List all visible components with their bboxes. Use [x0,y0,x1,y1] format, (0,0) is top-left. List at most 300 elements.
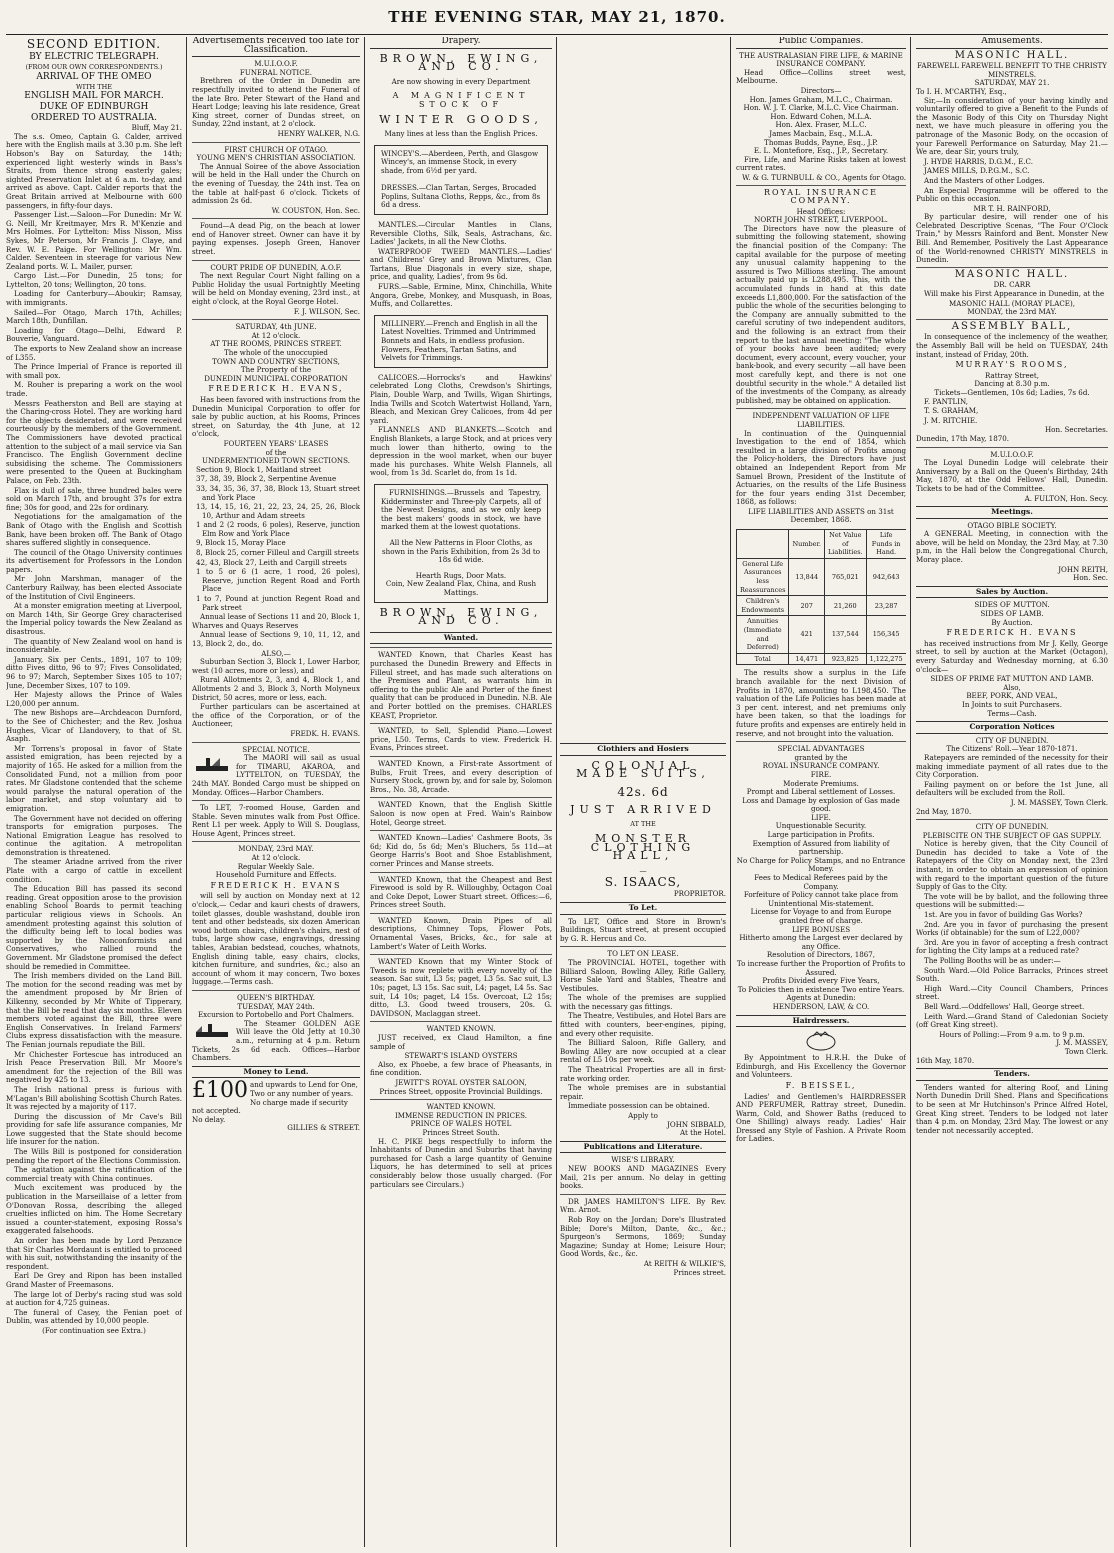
table-cell: 421 [789,616,825,653]
news-paragraph: M. Rouher is preparing a work on the wool trade. [6,380,182,398]
table-row [737,616,907,653]
terms: Terms—Cash. [987,708,1037,718]
news-paragraph: Loading for Otago—Delhi, Edward P. Bouverie, Vanguard. [6,325,182,344]
royal-crest-icon [801,1030,841,1052]
lease-line: The whole of the premises are supplied with the necessary gas fittings. [560,993,726,1011]
life-line: Large participation in Profits. [767,830,875,840]
valuation-title: INDEPENDENT VALUATION OF LIFE LIABILITIES. [736,408,906,429]
assembly-text: In consequence of the inclemency of the weather, the Assembly Ball will be held on TUESDAY, 24th instant, instead of Friday, 20th. [916,332,1108,359]
section-item: 13, 14, 15, 16, 21, 22, 23, 24, 25, 26, Block 10, Arthur and Adam streets [196,502,360,520]
table-header-cell: Number. [789,530,825,559]
table-cell: Total [737,653,789,665]
saturday-title: SATURDAY, MAY 21. [974,78,1050,88]
rural-text: Rural Allotments 2, 3, and 4, Block 1, and Allotments 2 and 3, Block 3, North Molyneux District, 50 acres, more or less, each. [192,675,360,702]
fulton-sign: A. FULTON, Hon. Secy. [1024,493,1108,503]
fire-title: FIRE. [810,769,832,779]
sale-prop: The Property of the [240,365,312,375]
news-paragraph: Earl De Grey and Ripon has been installed Grand Master of Freemasons. [6,1271,182,1289]
results-text: The results show a surplus in the Life branch available for the next Division of Profits in 1870, amounting to L198,450. The valuation of the Life Policies has been made at 3 per cent. interest, and net premiums only have been taken, so that the loadings for future profits and expenses are entirely held in reserve, and not brought into the valuation. [736,668,906,738]
column-news [6,37,182,1547]
proprietor: PROPRIETOR. [673,889,726,899]
royal-title: ROYAL INSURANCE COMPANY. [736,185,906,206]
monday-time: At 12 o'clock. [251,853,301,863]
bonuses-title: LIFE BONUSES [791,924,851,934]
queens-birthday: QUEEN'S BIRTHDAY. [192,990,360,1003]
city-title: CITY OF DUNEDIN. [975,735,1049,745]
agents-label: Agents at Dunedin: [786,993,856,1003]
wanted-ad: WANTED Known, Drain Pipes of all descriptions, Chimney Tops, Flower Pots, Ornamental Vases, Bricks, &c., for sale at Lambert's Water of Leith Works. [370,913,552,951]
clothiers-header: Clothiers and Hosiers [560,743,726,756]
companies-header: Public Companies. [736,37,906,49]
fire-line: Prompt and Liberal settlement of Losses. [746,787,896,797]
special-advantages: SPECIAL ADVANTAGES [736,741,906,754]
steamship-icon [192,1020,232,1040]
news-paragraph: The council of the Otago University continues its advertisement for Professors in the London papers. [6,547,182,574]
by-auction: By Auction. [991,617,1033,627]
evans-text: Has been favored with instructions from the Dunedin Municipal Corporation to offer for sale by public auction, at his Rooms, Princes street, on Saturday, the 4th June, at 12 o'clock, [192,394,360,439]
plebiscite-title: PLEBISCITE ON THE SUBJECT OF GAS SUPPLY. [922,830,1102,840]
tenders-header: Tenders. [916,1068,1108,1081]
wanted-ad: WANTED Known, that the English Skittle Saloon is now open at Fred. Wain's Rainbow Hotel, George street. [370,797,552,827]
special-notice-title: SPECIAL NOTICE. [192,742,360,755]
column-rule [556,37,557,1547]
table-cell: Annuities (Immediate and Deferred) [737,616,789,653]
news-paragraph: The s.s. Omeo, Captain G. Calder, arrived here with the English mails at 3.30 p.m. She left Hobson's Bay on Saturday, the 14th; experienced light westerly winds in Bass's Straits, from thence strong easterly gales; sighted Preservation Inlet at 6 a.m. to-day, and arrived as above. Capt. Calder reports that the Great Britain arrived at Melbourne with 600 passengers, in fifty-four days. [6,131,182,210]
funeral-title: FUNERAL NOTICE. [239,67,313,77]
news-paragraph: At a monster emigration meeting at Liverpool, on March 14th, Sir George Grey characterised the Imperial policy towards the New Zealand as disastrous. [6,601,182,637]
ymca-title: YOUNG MEN'S CHRISTIAN ASSOCIATION. [196,153,356,163]
church-title: FIRST CHURCH OF OTAGO. [192,142,360,155]
fire-text: Fire, Life, and Marine Risks taken at lowest current rates. [736,154,906,173]
furs-text: FURS.—Sable, Ermine, Minx, Chinchilla, White Angora, Grebe, Monkey, and Musquash, in Boas, Muffs, and Collarettes. [370,282,552,309]
many-lines: Many lines at less than the English Prices. [384,129,538,139]
household-title: Household Furniture and Effects. [215,870,337,880]
news-paragraph: The steamer Ariadne arrived from the river Plate with a cargo of cattle in excellent condition. [6,857,182,884]
massey-sign: J. M. MASSEY, Town Clerk. [1010,797,1108,807]
dancing: Dancing at 8.30 p.m. [974,379,1050,389]
directors-list [736,96,906,156]
just-arrived: JUST ARRIVED [570,802,716,816]
column-rule [364,37,365,1547]
waterproof-text: WATERPROOF TWEED MANTLES.—Ladies' and Childrens' Grey and Brown Mixtures, Clan Tartans, Blue Diagonals in every size, shape, price, and quality, Ladies', from 9s 6d. [370,246,552,282]
assembly-title: ASSEMBLY BALL, [916,319,1108,332]
news-paragraph: Loading for Canterbury—Aboukir; Ramsay, with immigrants. [6,289,182,308]
news-paragraph: The Education Bill has passed its second reading. Great opposition arose to the provision enabling School Boards to permit teaching particular religious views in Schools. An amendment protesting against this solution of the difficulty being left to local bodies was supported by the Nonconformists and Conservatives, who rallied round the Government. Mr Gladstone promised the defect should be remedied in Committee. [6,884,182,971]
showing-text: Are now showing in every Department [391,76,531,86]
also-5: Also, [1003,682,1021,692]
headline-with: WITH THE [75,82,113,91]
dateline: Bluff, May 21. [131,123,182,133]
auction-header: Sales by Auction. [916,586,1108,599]
wincey-box [374,145,548,215]
question: 3rd. Are you in favor of accepting a fresh contract for lighting the City lamps at a reduced rate? [916,937,1108,956]
meetings-header: Meetings. [916,506,1108,519]
court-sign: F. J. WILSON, Sec. [293,306,360,316]
carr-date: MONDAY, the 23rd MAY. [967,307,1057,317]
at-hotel: At the Hotel. [679,1128,726,1138]
wanted-header: Wanted. [370,632,552,645]
to-mccarthy: To I. H. M'CARTHY, Esq., [916,86,1007,96]
table-cell: 765,021 [824,558,866,595]
news-paragraph: The agitation against the ratification of the commercial treaty with China continues. [6,1165,182,1183]
at-the: AT THE [630,820,656,829]
tolet-house: To LET, 7-roomed House, Garden and Stable. Seven minutes walk from Post Office. Rent L1 per week. Apply to Will S. Douglass, House Agent, Princes street. [192,800,360,838]
programme-text: An Especial Programme will be offered to the Public on this occasion. [916,185,1108,204]
lease-line: The Theatre, Vestibules, and Hotel Bars are fitted with counters, beer-engines, piping, and every other requisite. [560,1011,726,1038]
pwh-address: Princes Street South. [422,1127,500,1137]
fire-line: Moderate Premiums. [783,778,859,788]
section-item: 37, 38, 39, Block 2, Serpentine Avenue [196,474,337,484]
dated: Dunedin, 17th May, 1870. [916,433,1009,443]
also-label: ALSO,— [261,648,291,658]
bible-title: OTAGO BIBLE SOCIETY. [967,520,1057,530]
saloon-title: JEWITT'S ROYAL OYSTER SALOON, [395,1077,527,1087]
section-item: 1 and 2 (2 roods, 6 poles), Reserve, junction Elm Row and York Place [196,520,360,538]
life-line: License for Voyage to and from Europe granted free of charge. [750,907,892,925]
table-header-cell: Life Funds in Hand. [866,530,906,559]
signers-list [916,158,1108,186]
winter-goods-title: WINTER GOODS, [379,112,543,126]
valuation-text: In continuation of the Quinquennial Investigation to the end of 1854, which resulted in a large division of Profits among the Policy-holders, the Directors have just obtained an Independent Report from Mr Samuel Brown, President of the Institute of Actuaries, on the results of the Life Business for the four years ending 31st December, 1868, as follows: [736,428,906,507]
money-header: Money to Lend. [192,1066,360,1079]
bonus-line: Resolution of Directors, 1867, [766,950,876,960]
secretary: T. S. GRAHAM, [924,406,979,416]
news-paragraph: Messrs Featherston and Bell are staying at the Charing-cross Hotel. They are working hard for the objects desiderated, and were received courteously by the members of the Government. The Commissioners have devoted practical attention to the subject of a mail service via San Francisco. The English Government decline subsidising the scheme. The Commissioners were presented to the Queen at Buckingham Palace, on Feb. 23th. [6,398,182,485]
reith-wilkie: At REITH & WILKIE'S, [643,1258,726,1268]
evans-sign: FREDK. H. EVANS. [290,728,360,738]
news-paragraph: Sailed—For Otago, March 17th, Achilles; March 18th, Dunfillan. [6,307,182,326]
dash: — [639,865,647,875]
court-text: The next Regular Court Night falling on a Public Holiday the usual Fortnightly Meeting will be held on Monday evening, 23rd inst., at eight o'clock, at the Royal George Hotel. [192,271,360,307]
news-paragraph: The Prince Imperial of France is reported ill with small pox. [6,362,182,380]
hamilton-text: Rob Roy on the Jordan; Dore's Illustrated Bible; Dore's Milton, Dante, &c., &c.; Spurgeon's Sermons, 1869; Sunday Magazine; Sunday at Home; Leisure Hour; Good Words, &c., &c. [560,1214,726,1259]
henderson: HENDERSON, LAW, & CO. [772,1001,870,1011]
assets-table [736,529,906,665]
masonic-title: MASONIC HALL. [954,49,1070,61]
secretaries-list [916,398,1108,426]
tolet-header: To Let. [560,902,726,915]
column-clothiers [560,740,726,1547]
leases-of: of the [265,447,287,457]
late-ads-header: Advertisements received too late for Classification. [192,37,360,57]
headline-arrival: ARRIVAL OF THE OMEO [36,71,152,82]
news-paragraph: The quantity of New Zealand wool on hand is inconsiderable. [6,636,182,655]
evans2-text: will sell by auction on Monday next at 12 o'clock,— Cedar and kauri chests of drawers, toilet glasses, double washstand, double iron tent and other bedsteads, six dozen American wood bottom chairs, children's chairs, nest of tubs, large show case, engravings, dressing tables, Arabian bedstead, couches, whatnots, English dining table, easy chairs, clocks, kitchen furniture, and sundries, &c.; also an account of whom it may concern, Two boxes luggage.—Terms cash. [192,891,360,987]
column-amusements [916,37,1108,1547]
citizens-roll: The Citizens' Roll.—Year 1870-1871. [946,744,1078,754]
money-amount: £100 [192,1078,248,1104]
muioof-title-2: M.U.I.O.O.F. [916,447,1108,460]
director-item: Hon. W. J. T. Clarke, M.L.C. Vice Chairman. [743,103,899,113]
news-paragraph: January, Six per Cents., 1891, 107 to 109; ditto Fives ditto, 96 to 97; Fives Consolidated, 96 to 97; March, September Sixes 105 to 107; June, December Sixes, 107 to 109. [6,654,182,690]
vote-text: The vote will be by ballot, and the following three questions will be submitted:— [916,891,1108,910]
tickets: Tickets—Gentlemen, 10s 6d; Ladies, 7s 6d. [934,387,1090,397]
maori-text: The MAORI will sail as usual for TIMARU, AKAROA, and LYTTELTON, on TUESDAY, the 24th MAY. Bonded Cargo must be shipped on Monday. Offices—Harbor Chambers. [192,753,360,797]
section-item: 1 to 5 or 6 (1 acre, 1 rood, 26 poles), Reserve, junction Regent Road and Forth Place [196,567,360,594]
table-row [737,653,907,665]
magnificent-title: A MAGNIFICENT STOCK OF [392,91,530,109]
farewell-title: FAREWELL FAREWELL BENEFIT TO THE CHRISTY MINSTRELS. [917,61,1107,79]
tuesday-title: TUESDAY, MAY 24th. [237,1001,315,1011]
apply-to: Apply to [628,1111,658,1120]
rainford-title: MR T. H. RAINFORD, [973,203,1051,213]
hon-secretaries: Hon. Secretaries. [1045,425,1108,435]
furnishings-text: FURNISHINGS.—Brussels and Tapestry, Kidderminster and Three-ply Carpets, all of the Newest Designs, and as we only keep the best makers' goods in stock, we have marked them at the lowest quotations. [381,487,541,532]
leases-title: FOURTEEN YEARS' LEASES [223,438,329,448]
director-item: James Macbain, Esq., M.L.A. [769,128,873,138]
tolet-office: To LET, Office and Store in Brown's Buildings, Stuart street, at present occupied by G. R. Hercus and Co. [560,916,726,943]
director-item: E. L. Montefiore, Esq., J.P., Secretary. [753,146,889,156]
director-item: Hon. Edward Cohen, M.L.A. [770,111,872,121]
price: 42s. 6d [617,784,669,799]
news-paragraph: Mr John Marshman, manager of the Canterbury Railway, has been elected Associate of the Institution of Civil Engineers. [6,574,182,601]
evans2-name: FREDERICK H. EVANS [210,880,342,890]
signer: J. HYDE HARRIS, D.G.M., E.C. [924,156,1033,166]
funeral-text: Brethren of the Order in Dunedin are respectfully invited to attend the Funeral of the late Bro. Peter Stewart of the Hand and Heart Lodge; leaving his late residence, Great King street, corner of Dundas street, on Sunday, 22nd instant, at 2 o'clock. [192,76,360,129]
news-paragraph: The large lot of Derby's racing stud was sold at auction for 4,725 guineas. [6,1289,182,1308]
steamship-icon [192,754,232,774]
secretary: F. PANTLIN, [924,396,969,406]
gillies-sign: GILLIES & STREET. [287,1123,360,1133]
colonial-title: COLONIAL MADE SUITS, [576,758,710,781]
hamilton-title: DR JAMES HAMILTON'S LIFE. By Rev. Wm. Arnot. [560,1194,726,1215]
particulars-text: Further particulars can be ascertained at the office of the Corporation, or of the Auctioneer, [192,702,360,729]
millinery-text: MILLINERY.—French and English in all the Latest Novelties. Trimmed and Untrimmed Bonnets and Hats, in endless profusion. Flowers, Feathers, Tartan Satins, and Velvets for Trimmings. [381,318,538,363]
evans-name: FREDERICK H. EVANS, [208,384,344,394]
bonus-line: Hitherto among the Largest ever declared by any Office. [739,933,903,951]
wards-list [916,967,1108,1030]
rates-text: Ratepayers are reminded of the necessity for their making immediate payment of all rates due to the City Corporation. [916,752,1108,780]
column-rule [730,37,731,1547]
hours: Hours of Polling:—From 9 a.m. to 9 p.m. [939,1029,1085,1039]
news-paragraph: The Irish members divided on the Land Bill. The motion for the second reading was met by the amendment proposed by Mr Brien of Kilkenny, seconded by Mr White of Tipperary, that the Bill be read that day six months. Eleven members voted against the Bill, three were English Conservatives. In Ireland Farmers' Clubs express dissatisfaction with the measure. The Fenian journals repudiate the Bill. [6,971,182,1049]
notice-text: Notice is hereby given, that the City Council of Dunedin has decided to take a Vote of the Ratepayers of the City on Monday next, the 23rd instant, in order to obtain an expression of opinion with regard to the important question of the future Supply of Gas to the City. [916,839,1108,892]
wanted-list [370,647,552,1018]
golden-age-text: The Steamer GOLDEN AGE Will leave the Old Jetty at 10.30 a.m., returning at 4 p.m. Return Tickets, 2s 6d each. Offices—Harbor Chambers. [192,1018,360,1063]
brown-ewing-footer: BROWN, EWING, AND CO. [379,605,543,628]
life-line: Unquestionable Security. [775,821,867,831]
fire-line: Loss and Damage by explosion of Gas made good. [742,795,900,814]
life-line: Fees to Medical Referees paid by the Company. [754,873,888,891]
excursion-title: Excursion to Portobello and Port Chalmers. [197,1010,355,1020]
table-header-row [737,530,907,559]
dresses-text: DRESSES.—Clan Tartan, Serges, Brocaded Poplins, Sultana Cloths, Repps, &c., from 8s 6d a dress. [381,183,541,210]
isaacs: S. ISAACS, [604,875,682,890]
signer: And the Masters of other Lodges. [924,175,1045,185]
rattray: Rattray Street, [985,370,1039,380]
masonic2-title: MASONIC HALL. [916,267,1108,280]
headline-mail: ENGLISH MAIL FOR MARCH. [24,91,164,102]
news-paragraph: Passenger List.—Saloon—For Dunedin: Mr W. G. Neill, Mr Kreitmayer, Mrs R. M'Kenzie and Mrs Holmes. For Lyttelton: Miss Nisson, Miss Sykes, Mr Peterson, Mr Francis J. Claye, and Rev. W. E. Paige. For Wellington: Mr Wm. Calder. Seventeen in steerage for various New Zealand ports. W. L. Mailer, purser. [6,210,182,271]
beissel-text: Ladies' and Gentlemen's HAIRDRESSER AND PERFUMER, Rattray street, Dunedin. Warm, Cold, and Shower Baths (reduced to One Shilling) always ready. Ladies' Hair Dressed any Style of Fashion. A Private Room for Ladies. [736,1091,906,1144]
corporation-header: Corporation Notices [916,721,1108,734]
wanted-known-text: JUST received, ex Claud Hamilton, a fine sample of [370,1033,552,1051]
table-cell: 156,345 [866,616,906,653]
bonus-line: Profits Divided every Five Years, [762,976,880,986]
sale-sections: TOWN AND COUNTRY SECTIONS, [212,356,340,366]
bonus-lines [736,934,906,994]
table-cell: 942,643 [866,558,906,595]
wanted-known-title: WANTED KNOWN. [370,1021,552,1034]
undermentioned: UNDERMENTIONED TOWN SECTIONS. [202,456,350,466]
life-line: No Charge for Policy Stamps, and no Entrance Money. [736,855,906,874]
section-item: Section 9, Block 1, Maitland street [196,464,322,474]
city2-title: CITY OF DUNEDIN. [916,819,1108,832]
turnbull: W. & G. TURNBULL & CO., Agents for Otago. [742,172,906,182]
monday-title: MONDAY, 23rd MAY. [192,841,360,854]
calicoes-text: CALICOES.—Horrocks's and Hawkins' celebrated Long Cloths, Crewdson's Shirtings, Plain, Double Warp, and Twills, Wigan Shirtings, India Twills and Scotch Watertwist Holland, Yarn, Bleach, and Mexican Grey Calicoes, from 4d per yard. [370,372,552,425]
news-paragraph: The Irish national press is furious with M'Lagan's Bill abolishing Scottish Church Rates. It was rejected by a majority of 117. [6,1084,182,1112]
lamb-title: SIDES OF LAMB. [980,609,1044,619]
bonus-line: To increase further the Proportion of Profits to Assured. [736,958,906,977]
bonus-line: To Policies then in existence Two entire Years. [737,984,905,994]
ward: Bell Ward.—Oddfellows' Hall, George street. [924,1001,1085,1011]
bible-text: A GENERAL Meeting, in connection with the above, will be held on Monday, the 23rd May, at 7.30 p.m, in the Hall below the Congregational Church, Moray place. [916,529,1108,565]
reith-role: Hon. Sec. [1073,573,1108,583]
head-office: Head Office—Collins street west, Melbourne. [736,67,906,86]
news-paragraph: The Government have not decided on offering transports for emigration purposes. The National Emigration League has resolved to continue the agitation. A metropolitan demonstration is threatened. [6,813,182,857]
wanted-ad: WANTED Known, that the Cheapest and Best Firewood is sold by R. Willoughby, Octagon Coal and Coke Depot, Lower Stuart street. Offices:—6, Princes street South. [370,872,552,910]
wincey-text: WINCEY'S.—Aberdeen, Perth, and Glasgow Wincey's, an immense Stock, in every shade, from 6½d per yard. [381,148,539,175]
assets-title: LIFE LIABILITIES AND ASSETS on 31st December, 1868. [748,506,894,525]
wanted-known-also: Also, ex Phoebe, a few brace of Pheasants, in fine condition. [370,1059,552,1078]
section-item: 1 to 7, Pound at junction Regent Road and Park street [196,594,360,612]
fire-lines [736,780,906,814]
sale-date: SATURDAY, 4th JUNE. [192,319,360,332]
new-books: NEW BOOKS AND MAGAZINES Every Mail, 21s per annum. No delay in getting books. [560,1163,726,1191]
wanted-known-2: WANTED KNOWN. [370,1099,552,1112]
edition-heading: SECOND EDITION. [26,37,162,51]
murray-title: MURRAY'S ROOMS, [955,360,1069,370]
flannels-text: FLANNELS AND BLANKETS.—Scotch and English Blankets, a large Stock, and at prices very much lower than hitherto, owing to the depression in the wool market, when our buyer made his purchases. White Welsh Flannels, all wool, from 1s 3d. Scarlet do, from 1s 1d. [370,425,552,478]
news-paragraph: The funeral of Casey, the Fenian poet of Dublin, was attended by 10,000 people. [6,1307,182,1326]
sections-list [192,466,360,613]
lease-line: The Theatrical Properties are all in first-rate working order. [560,1065,726,1083]
date2: 16th May, 1870. [916,1055,975,1065]
muioof-title: M.U.I.O.O.F. [254,59,298,69]
sale-whole: The whole of the unoccupied [224,348,328,357]
royal2-title: ROYAL INSURANCE COMPANY. [762,761,880,771]
telegraph-heading: BY ELECTRIC TELEGRAPH. [29,52,159,62]
carr-title: DR. CARR [993,280,1031,290]
director-item: Hon. Alex. Fraser, M.L.C. [775,120,867,130]
section-item: 42, 43, Block 27, Leith and Cargill streets [196,557,347,567]
wanted-ad: WANTED Known—Ladies' Cashmere Boots, 3s 6d; Kid do, 5s 6d; Men's Bluchers, 5s 11d—at George Harris's Boot and Shoe Establishment, corner Princes and Manse streets. [370,830,552,868]
evans-title: FREDERICK H. EVANS [946,628,1078,638]
money-text: and upwards to Lend for One, Two or any number of years. No charge made if security not accepted. [192,1080,358,1116]
news-paragraph: Mr Chichester Fortescue has introduced an Irish Peace Preservation Bill. Mr Moore's amendment for the rejection of the Bill was negatived by 425 to 13. [6,1049,182,1085]
lease-line: Immediate possession can be obtained. [568,1101,710,1111]
pwh-title: PRINCE OF WALES HOTEL [410,1119,512,1129]
table-header-cell: Net Value of Liabilities. [824,530,866,559]
table-header-cell [737,530,789,559]
news-paragraph: During the discussion of Mr Cave's Bill providing for safe life assurance companies, Mr Lowe suggested that the State should become life insurer for the nation. [6,1111,182,1147]
ward: Leith Ward.—Grand Stand of Caledonian Society (off Great King street). [916,1011,1108,1030]
funeral-sign: HENRY WALKER, N.G. [277,128,360,138]
sale-place: AT THE ROOMS, PRINCES STREET. [210,339,342,349]
royal-text: The Directors have now the pleasure of submitting the following statement, showing the financial position of the Company: The capital available for the purpose of meeting any unusual calamity happening to the assured is Two Millions sterling. The amount actually paid up is L288,495. This, with the accumulated funds in hand at this date exceeds L1,800,000. For the satisfaction of the public the whole of the securities belonging to the Company are annually submitted to the careful scrutiny of two independent auditors, and the following is an extract from their report to the last annual meeting: "The whole of your books have been audited; every document, every account, every voucher, your bank-book, and every security —all have been most carefully kept, and there is not one doubtful security in the whole." A detailed list of the investments of the Company, as already published, may be obtained on application. [736,223,906,405]
ymca-text: The Annual Soiree of the above Association will be held in the Hall under the Church on the evening of Tuesday, the 24th inst. Tea on the table at half-past 6 o'clock. Tickets of admission 2s 6d. [192,161,360,206]
correspondents-note: (FROM OUR OWN CORRESPONDENTS.) [25,63,163,71]
tenders-text: Tenders wanted for altering Roof, and Lining North Dunedin Drill Shed. Plans and Specifications to be seen at Mr Hutchinson's Prince Alfred Hotel, Great King street. Tenders to be lodged not later than 4 p.m. on Monday, 23rd May. The lowest or any tender not necessarily accepted. [916,1082,1108,1135]
section-item: 33, 34, 35, 36, 37, 38, Block 13, Stuart street and York Place [196,483,360,502]
column-rule [910,37,911,1547]
column-companies [736,37,906,1547]
column-late-ads [192,37,360,1547]
beissel-name: F. BEISSEL, [785,1080,857,1090]
wise-library: WISE'S LIBRARY. [611,1155,675,1165]
ward: High Ward.—City Council Chambers, Princes street. [916,983,1108,1002]
news-paragraph: The exports to New Zealand show an increase of L355. [6,344,182,362]
money-ad [192,1078,360,1133]
golden-age-notice [192,1020,360,1063]
joints: In Joints to suit Purchasers. [962,699,1062,709]
suburban-text: Suburban Section 3, Block 1, Lower Harbor, west (10 acres, more or less), and [192,657,360,675]
table-cell: 23,287 [866,596,906,616]
director-item: Hon. James Graham, M.L.C., Chairman. [749,94,893,104]
sale-time: At 12 o'clock. [251,330,301,340]
table-cell: General Life Assurances less Reassurances [737,558,789,595]
appointment-text: By Appointment to H.R.H. the Duke of Edinburgh, and His Excellency the Governor and Volunteers. [736,1053,906,1080]
ymca-sign: W. COUSTON, Hon. Sec. [271,205,360,215]
money-delay: No delay. [192,1114,226,1124]
maori-notice [192,754,360,797]
pike-text: H. C. PIKE begs respectfully to inform the Inhabitants of Dunedin and Suburbs that having purchased for Cash a large quantity of Genuine Liquors, he has determined to sell at prices considerably below those usually charged. (For particulars see Circulars.) [370,1136,552,1189]
mantles-text: MANTLES.—Circular Mantles in Clans, Reversible Cloths, Silk, Seals, Astrachans, &c. Ladies' Jackets, in all the New Cloths. [370,219,552,247]
question: 1st. Are you in favor of building Gas Works? [924,910,1083,920]
lease-text: The PROVINCIAL HOTEL, together with Billiard Saloon, Bowling Alley, Rifle Gallery, Horse Sale Yard and Stables, Theatre and Vestibules. [560,957,726,993]
headline-duke: DUKE OF EDINBURGH [39,102,149,113]
monster-hall: MONSTER CLOTHING HALL, [590,831,696,863]
coir-text: Coin, New Zealand Flax, China, and Rush Mattings. [385,579,537,598]
table-cell: 1,122,275 [866,653,906,665]
annual-lease-2: Annual lease of Sections 9, 10, 11, 12, and 13, Block 2, do., do. [192,630,360,648]
mutton-title: SIDES OF MUTTON. [974,600,1050,610]
news-paragraph: Her Majesty allows the Prince of Wales L20,000 per annum. [6,690,182,708]
beef-title: BEEF, PORK, AND VEAL, [966,691,1058,701]
reith-address: Princes street. [673,1267,726,1277]
news-body [6,133,182,1326]
evans-text-5: has received instructions from Mr J. Kelly, George street, to sell by auction at the Market (Octagon), every Saturday and Wednesday morning, at 6.30 o'clock— [916,638,1108,674]
section-item: 9, Block 15, Moray Place [196,538,286,548]
news-paragraph: Cargo List.—For Dunedin, 25 tons; for Lyttelton, 20 tons; Wellington, 20 tons. [6,271,182,289]
drapery-header: Drapery. [370,37,552,49]
found-notice: Found—A dead Pig, on the beach at lower end of Hanover street. Owner can have it by paying expenses. Joseph Green, Hanover street. [192,218,360,256]
news-paragraph: The Wills Bill is postponed for consideration pending the report of the Elections Commission. [6,1147,182,1165]
rates-text-2: Failing payment on or before the 1st June, all defaulters will be excluded from the Roll. [916,779,1108,798]
saloon-address: Princes Street, opposite Provincial Buildings. [379,1086,543,1096]
table-row [737,596,907,616]
wanted-ad: WANTED Known, that Charles Keast has purchased the Dunedin Brewery and Effects in Filleul street, and has made such alterations on the Premises and Plant, as warrants him in offering to the public Ale and Porter of the finest quality that can be produced in Dunedin. N.B. Ale and Porter bottled on the premises. CHARLES KEAST, Proprietor. [370,647,552,720]
sale-corp: DUNEDIN MUNICIPAL CORPORATION [204,373,348,383]
amusements-header: Amusements. [916,37,1108,49]
town-clerk: Town Clerk. [1064,1046,1108,1056]
massey2: J. M. MASSEY, [1056,1038,1108,1048]
life-line: Exemption of Assured from liability of partnership. [752,838,890,857]
table-cell: Children's Endowments [737,596,789,616]
prime-title: SIDES OF PRIME FAT MUTTON AND LAMB. [930,674,1094,684]
directors-label: Directors— [800,85,842,95]
wanted-ad: WANTED Known that my Winter Stock of Tweeds is now replete with every novelty of the season. Sac suit, L3 5s; paget, L3 5s. Sac suit, L3 10s; paget, L3 15s. Sac suit, L4; paget, L4 5s. Sac suit, L4 10s; paget, L4 15s. Overcoat, L2 15s; ditto, L3. Good tweed trousers, 20s. G. DAVIDSON, Maclaggan street. [370,954,552,1018]
secretary: J. M. RITCHIE. [924,415,978,425]
headline-ordered: ORDERED TO AUSTRALIA. [30,113,158,124]
reith-sign: JOHN REITH, [1058,564,1108,574]
continuation-note: (For continuation see Extra.) [42,1325,146,1335]
life-line: Forfeiture of Policy cannot take place from Unintentional Mis-statement. [743,890,899,908]
life-lines [736,822,906,925]
liverpool: NORTH JOHN STREET, LIVERPOOL. [754,215,888,225]
hearth-text: Hearth Rugs, Door Mats. [415,570,507,580]
